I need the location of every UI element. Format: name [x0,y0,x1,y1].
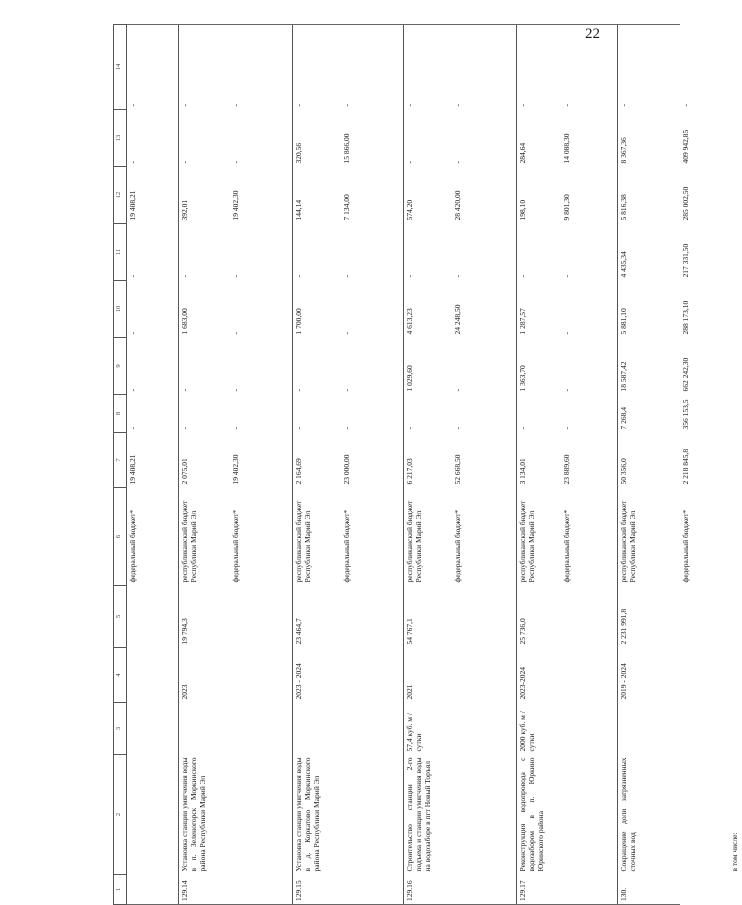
cell-year: 356 153,5 [681,399,690,430]
item-cost: 23 464,7 [293,586,342,648]
cell-year: 7 134,00 [342,194,351,221]
cell-year: 14 088,30 [562,133,571,164]
cell-year: - [517,25,562,110]
cell-total: 6 217,03 [404,433,453,488]
cell-year: - [293,224,342,281]
cell-year: - [128,427,137,430]
col-header: 8 [114,395,127,433]
cell-year: - [404,224,453,281]
cell-year: - [404,110,453,167]
cell-year: - [128,332,137,335]
cell-year: - [231,389,240,392]
cell-year: - [342,389,351,392]
funding-source: федеральный бюджет* [128,509,137,583]
funding-source: федеральный бюджет* [562,509,571,583]
item-years: 2023-2024 [517,648,562,703]
cell-year: - [452,25,517,110]
cell-total: 2 218 845,8 [681,448,690,485]
cell-year: 18 587,42 [618,338,681,395]
table-row [517,25,562,905]
cell-year: 8 367,36 [618,110,681,167]
cell-year: - [342,332,351,335]
item-name: Установка станции умягчения воды в п. Зеленогорск Моркинского района Республики Марий Эл [179,755,231,875]
col-header: 1 [114,875,127,905]
cell-year: - [453,389,462,392]
col-header: 11 [114,224,127,281]
table-row [452,25,517,905]
cell-year: - [342,427,351,430]
table-row [127,25,179,905]
item-capacity: 2000 куб. м / сутки [517,703,562,755]
cell-year: 4 613,23 [404,281,453,338]
cell-year: - [179,395,231,433]
cell-year: 5 816,38 [618,167,681,224]
cell-year: - [562,275,571,278]
funding-source: федеральный бюджет* [342,509,351,583]
cell-year: 24 248,50 [453,304,462,335]
cell-year: - [127,25,179,110]
item-capacity: 57,4 куб. м / сутки [404,703,453,755]
cell-year: - [293,25,342,110]
cell-year: - [293,338,342,395]
cell-year: - [453,427,462,430]
item-cost: 19 794,3 [179,586,231,648]
item-number: 129.16 [404,875,453,905]
cell-year: - [179,338,231,395]
cell-total: 23 889,60 [562,454,571,485]
cell-year: 1 287,57 [517,281,562,338]
col-header: 2 [114,755,127,875]
cell-year: - [179,110,231,167]
cell-year: - [681,104,690,107]
cell-total: 23 000,00 [342,454,351,485]
cell-year: - [561,25,618,110]
cell-year: - [517,224,562,281]
cell-year: 28 420,00 [453,190,462,221]
cell-year: - [230,25,293,110]
cell-total: 19 408,21 [128,454,137,485]
cell-year: - [231,332,240,335]
cell-year: - [404,25,453,110]
cell-year: 1 029,60 [404,338,453,395]
table-row [341,25,404,905]
rotated-table-sheet [113,25,740,905]
item-name: Строительство станции 2-го подъема и станции умягчения воды на водозаборе в пгт Новый Торъял [404,755,453,875]
cell-year: 392,01 [179,167,231,224]
item-number: 129.14 [179,875,231,905]
funding-source: федеральный бюджет* [453,509,462,583]
funding-source: республиканский бюджет Республики Марий Эл [618,488,681,586]
col-header: 7 [114,433,127,488]
cell-year: 574,20 [404,167,453,224]
cell-year: 284,64 [517,110,562,167]
cell-year: - [293,395,342,433]
col-header: 9 [114,338,127,395]
table-row [561,25,618,905]
cell-year: 217 331,50 [681,243,690,278]
cell-year: - [128,275,137,278]
cell-year: - [179,224,231,281]
item-number: 129.17 [517,875,562,905]
item-number: 130. [618,875,681,905]
cell-year: - [341,25,404,110]
col-header: 13 [114,110,127,167]
cell-total: 3 134,01 [517,433,562,488]
item-years: 2021 [404,648,453,703]
cell-year: - [562,389,571,392]
col-header: 3 [114,703,127,755]
cell-year: 19 408,21 [128,190,137,221]
cell-year: - [231,275,240,278]
cell-year: 5 881,10 [618,281,681,338]
funding-source: республиканский бюджет Республики Марий Эл [404,488,453,586]
cell-year: - [179,25,231,110]
page-number: 22 [585,26,600,42]
cell-year: 1 700,00 [293,281,342,338]
cell-year: 1 363,70 [517,338,562,395]
col-header: 4 [114,648,127,703]
item-name: Установка станции умягчения воды в д. Коркатово Моркинского района Республики Марий Эл [293,755,342,875]
col-header: 5 [114,586,127,648]
cell-total: 50 356,0 [618,433,681,488]
cell-year: - [231,427,240,430]
col-header: 10 [114,281,127,338]
cell-year: 1 683,00 [179,281,231,338]
table-row [404,25,453,905]
column-number-row [114,25,127,905]
cell-year: 409 942,85 [681,129,690,164]
cell-year: - [453,275,462,278]
funding-source: федеральный бюджет* [231,509,240,583]
cell-year: 288 173,10 [681,300,690,335]
cell-year: 15 866,00 [342,133,351,164]
cell-total: 52 668,50 [453,454,462,485]
cell-year: - [128,161,137,164]
cell-year: 198,10 [517,167,562,224]
cell-year: 19 402,30 [231,190,240,221]
col-header: 14 [114,25,127,110]
item-years: 2023 - 2024 [293,648,342,703]
funding-source: республиканский бюджет Республики Марий Эл [293,488,342,586]
cell-total: 2 075,01 [179,433,231,488]
table-row [618,25,681,905]
cell-year: - [562,427,571,430]
cell-year: - [453,161,462,164]
cell-year: 7 268,4 [618,395,681,433]
funding-source: республиканский бюджет Республики Марий Эл [517,488,562,586]
cell-year: 285 002,50 [681,186,690,221]
cell-year: - [562,332,571,335]
table-row [230,25,293,905]
including-label: в том числе: [730,832,740,872]
table-row [680,25,742,905]
cell-year: - [517,395,562,433]
cell-year: 9 801,30 [562,194,571,221]
col-header: 12 [114,167,127,224]
item-number: 129.15 [293,875,342,905]
cell-year: - [342,275,351,278]
cell-total: 2 164,69 [293,433,342,488]
table-row [293,25,342,905]
cell-year: - [231,161,240,164]
cell-year: 144,14 [293,167,342,224]
cell-year: 320,56 [293,110,342,167]
cell-year: 662 242,30 [681,357,690,392]
funding-source: федеральный бюджет* [681,509,690,583]
cell-year: - [404,395,453,433]
col-header: 6 [114,488,127,586]
table-row [179,25,231,905]
cell-year: - [618,25,681,110]
item-cost: 2 231 991,8 [618,586,681,648]
cell-total: 19 402,30 [231,454,240,485]
item-years: 2023 [179,648,231,703]
funding-source: республиканский бюджет Республики Марий Эл [179,488,231,586]
program-table [113,24,742,905]
item-name: Сокращение доли загрязненных сточных вод [618,755,681,875]
item-cost: 54 767,1 [404,586,453,648]
cell-year: 4 435,34 [618,224,681,281]
cell-year: - [128,389,137,392]
item-name: Реконструкция водопровода с водозабором в п. Юркино Юринского района [517,755,562,875]
item-years: 2019 - 2024 [618,648,681,703]
item-cost: 25 736,0 [517,586,562,648]
